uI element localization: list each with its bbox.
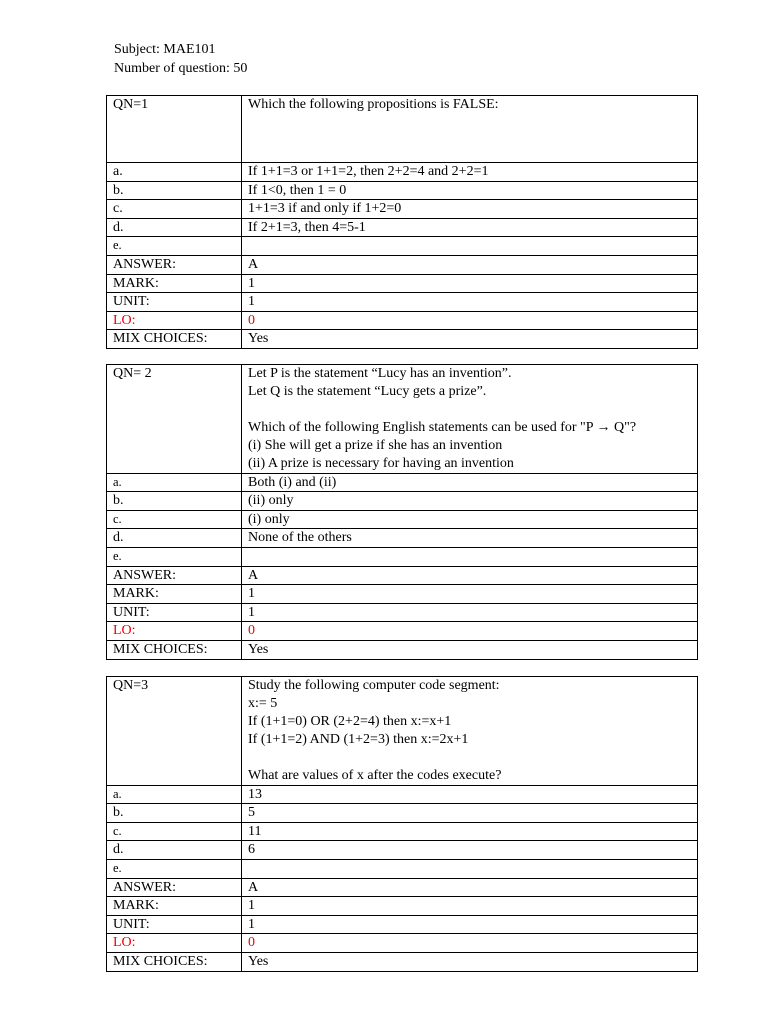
mix-choices-label: MIX CHOICES:	[107, 330, 242, 349]
choice-text: (ii) only	[242, 492, 698, 511]
answer-value: A	[242, 255, 698, 274]
unit-label: UNIT:	[107, 603, 242, 622]
mix-choices-value: Yes	[242, 952, 698, 971]
unit-value: 1	[242, 293, 698, 312]
stem-line: (i) She will get a prize if she has an invention	[248, 437, 503, 453]
unit-value: 1	[242, 603, 698, 622]
question-count-line: Number of question: 50	[114, 61, 248, 76]
choice-text: (i) only	[242, 510, 698, 529]
stem-line: x:= 5	[248, 696, 278, 711]
choice-row-b	[107, 181, 698, 200]
mix-choices-row	[107, 640, 698, 659]
choice-label: b.	[107, 804, 242, 823]
mix-choices-value: Yes	[242, 330, 698, 349]
stem-line: Which the following propositions is FALSE:	[248, 97, 499, 112]
choice-row-a	[107, 785, 698, 804]
choice-label: d.	[107, 529, 242, 548]
document-header	[114, 40, 247, 78]
choice-label: c.	[107, 510, 242, 529]
stem-row	[107, 96, 698, 163]
lo-row	[107, 311, 698, 330]
choice-row-e	[107, 237, 698, 256]
choice-row-e	[107, 547, 698, 566]
choice-row-c	[107, 200, 698, 219]
choice-text: 13	[242, 785, 698, 804]
choice-text	[242, 859, 698, 878]
choice-label: d.	[107, 841, 242, 860]
mark-label: MARK:	[107, 274, 242, 293]
answer-row	[107, 255, 698, 274]
choice-row-b	[107, 804, 698, 823]
question-table-2	[106, 364, 698, 660]
answer-label: ANSWER:	[107, 566, 242, 585]
choice-text: None of the others	[242, 529, 698, 548]
answer-value: A	[242, 566, 698, 585]
stem-line: Let P is the statement “Lucy has an invention”.	[248, 366, 512, 381]
choice-label: c.	[107, 822, 242, 841]
mark-row	[107, 897, 698, 916]
choice-label: e.	[107, 547, 242, 566]
lo-value: 0	[242, 311, 698, 330]
stem-line: What are values of x after the codes execute?	[248, 767, 502, 783]
choice-row-e	[107, 859, 698, 878]
answer-row	[107, 878, 698, 897]
qn-label: QN=1	[107, 96, 242, 163]
choice-text: 5	[242, 804, 698, 823]
mix-choices-label: MIX CHOICES:	[107, 640, 242, 659]
mark-row	[107, 585, 698, 604]
choice-label: d.	[107, 218, 242, 237]
choice-text: 11	[242, 822, 698, 841]
lo-label: LO:	[107, 311, 242, 330]
stem-line	[248, 401, 697, 419]
unit-row	[107, 293, 698, 312]
question-stem	[242, 677, 698, 786]
stem-row	[107, 365, 698, 474]
question-table-3	[106, 676, 698, 972]
lo-row	[107, 934, 698, 953]
question-stem	[242, 365, 698, 474]
mix-choices-value: Yes	[242, 640, 698, 659]
mark-label: MARK:	[107, 897, 242, 916]
unit-value: 1	[242, 915, 698, 934]
stem-line: (ii) A prize is necessary for having an invention	[248, 455, 514, 471]
choice-row-d	[107, 218, 698, 237]
answer-row	[107, 566, 698, 585]
unit-label: UNIT:	[107, 293, 242, 312]
choice-label: a.	[107, 785, 242, 804]
choice-row-c	[107, 822, 698, 841]
mix-choices-label: MIX CHOICES:	[107, 952, 242, 971]
stem-line: Let Q is the statement “Lucy gets a prize”.	[248, 384, 487, 399]
choice-text: 1+1=3 if and only if 1+2=0	[242, 200, 698, 219]
choice-text: If 1<0, then 1 = 0	[242, 181, 698, 200]
unit-row	[107, 915, 698, 934]
choice-row-d	[107, 841, 698, 860]
choice-row-a	[107, 163, 698, 182]
choice-row-c	[107, 510, 698, 529]
choice-row-b	[107, 492, 698, 511]
choice-label: e.	[107, 237, 242, 256]
answer-value: A	[242, 878, 698, 897]
choice-text	[242, 547, 698, 566]
choice-label: b.	[107, 181, 242, 200]
answer-label: ANSWER:	[107, 255, 242, 274]
mark-value: 1	[242, 274, 698, 293]
stem-line: Which of the following English statements can be used for "P → Q"?	[248, 419, 637, 435]
question-stem	[242, 96, 698, 163]
question-table-1	[106, 95, 698, 349]
mark-value: 1	[242, 897, 698, 916]
mix-choices-row	[107, 952, 698, 971]
unit-row	[107, 603, 698, 622]
qn-label: QN= 2	[107, 365, 242, 474]
choice-label: a.	[107, 473, 242, 492]
lo-value: 0	[242, 622, 698, 641]
choice-text: 6	[242, 841, 698, 860]
mark-value: 1	[242, 585, 698, 604]
mix-choices-row	[107, 330, 698, 349]
stem-line: If (1+1=2) AND (1+2=3) then x:=2x+1	[248, 732, 469, 747]
qn-label: QN=3	[107, 677, 242, 786]
mark-label: MARK:	[107, 585, 242, 604]
choice-text: If 2+1=3, then 4=5-1	[242, 218, 698, 237]
choice-text: If 1+1=3 or 1+1=2, then 2+2=4 and 2+2=1	[242, 163, 698, 182]
choice-label: b.	[107, 492, 242, 511]
answer-label: ANSWER:	[107, 878, 242, 897]
choice-label: a.	[107, 163, 242, 182]
stem-row	[107, 677, 698, 786]
stem-line: If (1+1=0) OR (2+2=4) then x:=x+1	[248, 714, 452, 729]
unit-label: UNIT:	[107, 915, 242, 934]
stem-line	[248, 749, 697, 767]
choice-row-a	[107, 473, 698, 492]
choice-label: e.	[107, 859, 242, 878]
choice-text	[242, 237, 698, 256]
mark-row	[107, 274, 698, 293]
choice-row-d	[107, 529, 698, 548]
lo-row	[107, 622, 698, 641]
lo-label: LO:	[107, 622, 242, 641]
stem-line: Study the following computer code segment:	[248, 678, 500, 693]
choice-label: c.	[107, 200, 242, 219]
choice-text: Both (i) and (ii)	[242, 473, 698, 492]
subject-line: Subject: MAE101	[114, 42, 216, 57]
lo-label: LO:	[107, 934, 242, 953]
lo-value: 0	[242, 934, 698, 953]
